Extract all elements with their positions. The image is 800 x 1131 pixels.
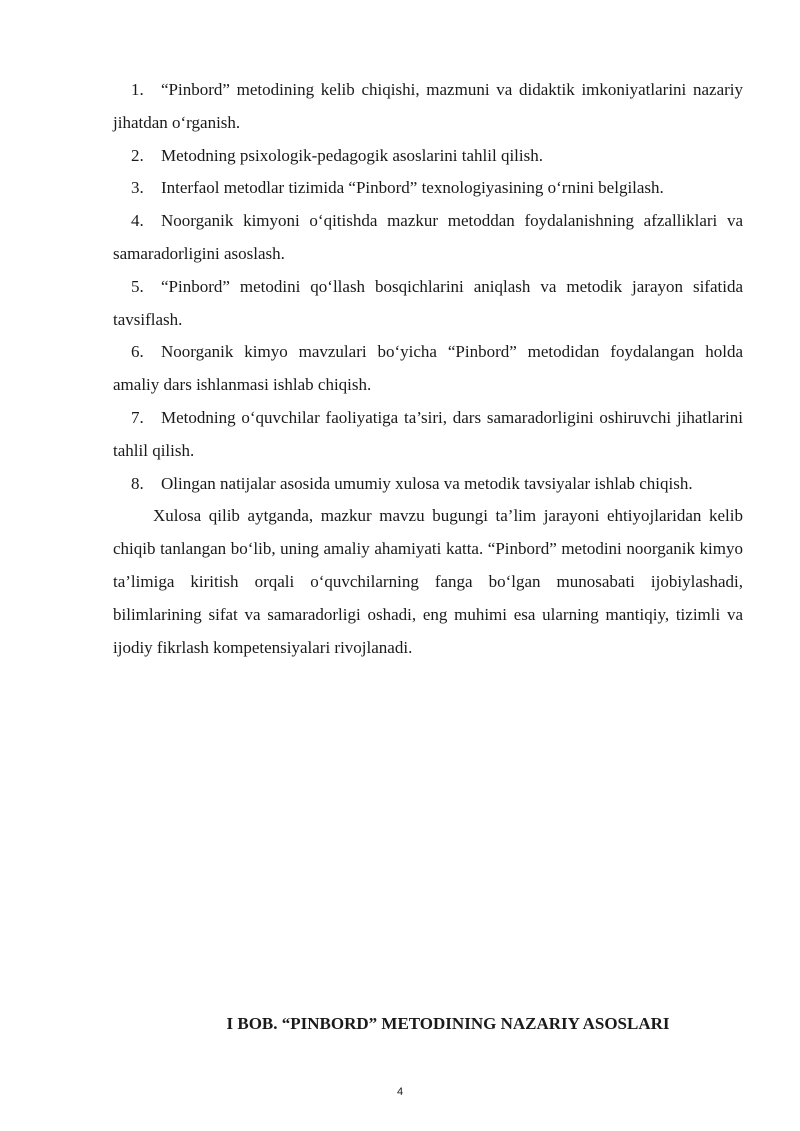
- list-number: 1.: [131, 80, 144, 99]
- list-text: “Pinbord” metodini qo‘llash bosqichlarini aniqlash va metodik jarayon sifatida tavsiflash.: [113, 276, 743, 329]
- list-number: 5.: [131, 276, 144, 296]
- list-number: 3.: [131, 178, 144, 198]
- list-text: Metodning psixologik-pedagogik asoslarini tahlil qilish.: [161, 145, 543, 165]
- body-text: [113, 74, 743, 664]
- list-number: 6.: [131, 342, 144, 362]
- list-text: Olingan natijalar asosida umumiy xulosa va metodik tavsiyalar ishlab chiqish.: [161, 473, 693, 493]
- list-item: [113, 140, 743, 173]
- list-text: Noorganik kimyoni o‘qitishda mazkur metoddan foydalanishning afzalliklari va samaradorligini asoslash.: [113, 211, 743, 263]
- conclusion-paragraph: Xulosa qilib aytganda, mazkur mavzu bugungi ta’lim jarayoni ehtiyojlaridan kelib chiqib tanlangan bo‘lib, uning amaliy ahamiyati katta. “Pinbord” metodini noorganik kimyo ta’limiga kiritish orqali o‘quvchilarning fanga bo‘lgan munosabati ijobiylashadi, bilimlarining sifat va samaradorligi oshadi, eng muhimi esa ularning mantiqiy, tizimli va ijodiy fikrlash kompetensiyalari rivojlanadi.: [113, 506, 743, 657]
- list-item: [113, 74, 743, 140]
- list-number: 8.: [131, 473, 144, 493]
- list-text: Metodning o‘quvchilar faoliyatiga ta’siri, dars samaradorligini oshiruvchi jihatlarini tahlil qilish.: [113, 407, 743, 460]
- list-item: [113, 172, 743, 205]
- page-number: 4: [396, 1086, 404, 1098]
- list-item: [113, 205, 743, 271]
- list-number: 2.: [131, 145, 144, 165]
- list-text: Noorganik kimyo mavzulari bo‘yicha “Pinbord” metodidan foydalangan holda amaliy dars ishlanmasi ishlab chiqish.: [113, 342, 743, 395]
- list-item: [113, 468, 743, 501]
- chapter-heading: I BOB. “PINBORD” METODINING NAZARIY ASOSLARI: [226, 1014, 670, 1033]
- list-item: [113, 336, 743, 402]
- list-text: Interfaol metodlar tizimida “Pinbord” texnologiyasining o‘rnini belgilash.: [161, 178, 664, 198]
- list-number: 4.: [131, 211, 144, 231]
- list-item: [113, 402, 743, 468]
- list-item: [113, 271, 743, 337]
- list-text: “Pinbord” metodining kelib chiqishi, mazmuni va didaktik imkoniyatlarini nazariy jihatdan o‘rganish.: [113, 80, 743, 132]
- list-number: 7.: [131, 407, 144, 427]
